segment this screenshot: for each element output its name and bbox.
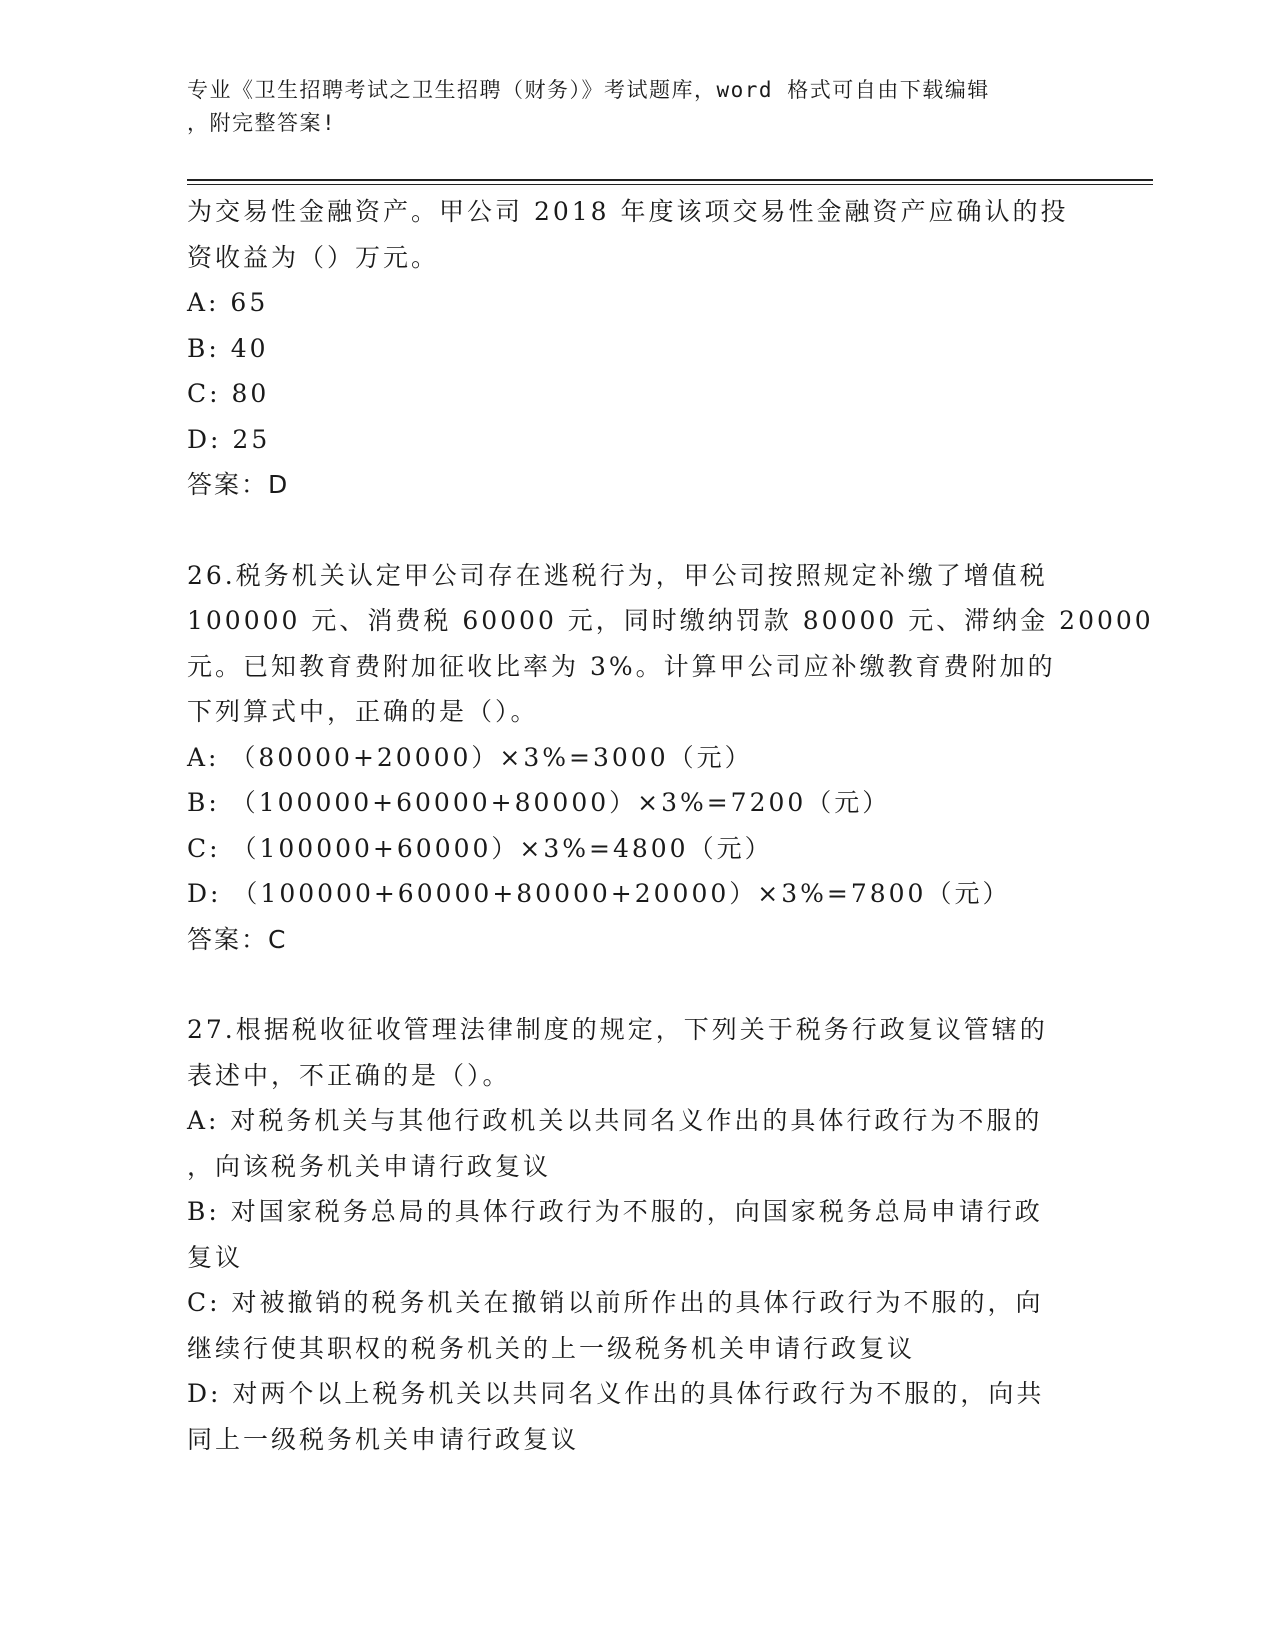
option-a: A: （80000+20000）×3%=3000（元） (187, 742, 753, 772)
question-stem-line: 元。已知教育费附加征收比率为 3%。计算甲公司应补缴教育费附加的 (187, 651, 1056, 681)
question-stem-line: 27.根据税收征收管理法律制度的规定，下列关于税务行政复议管辖的 (187, 1015, 1048, 1044)
option-c-continued: 继续行使其职权的税务机关的上一级税务机关申请行政复议 (187, 1333, 916, 1363)
option-b: B: （100000+60000+80000）×3%=7200（元） (187, 788, 891, 817)
option-a-continued: ，向该税务机关申请行政复议 (187, 1151, 552, 1181)
answer-label: 答案：C (187, 924, 288, 954)
header-divider-thin (187, 184, 1153, 185)
header-line-1: 专业《卫生招聘考试之卫生招聘（财务）》考试题库，word 格式可自由下载编辑 (187, 78, 990, 102)
question-stem-line: 为交易性金融资产。甲公司 2018 年度该项交易性金融资产应确认的投 (187, 197, 1069, 226)
question-stem-line: 下列算式中，正确的是（）。 (187, 697, 539, 726)
question-stem-line: 资收益为（）万元。 (187, 242, 440, 272)
option-b: B: 对国家税务总局的具体行政行为不服的，向国家税务总局申请行政 (187, 1197, 1043, 1226)
option-d: D: 对两个以上税务机关以共同名义作出的具体行政行为不服的，向共 (187, 1379, 1045, 1408)
option-c: C: （100000+60000）×3%=4800（元） (187, 833, 773, 863)
option-d-continued: 同上一级税务机关申请行政复议 (187, 1424, 580, 1454)
question-stem-line: 100000 元、消费税 60000 元，同时缴纳罚款 80000 元、滞纳金 20000 (187, 606, 1154, 635)
spacer (187, 508, 1067, 553)
option-a: A: 65 (187, 288, 269, 317)
option-b: B: 40 (187, 333, 269, 363)
option-b-continued: 复议 (187, 1242, 244, 1272)
answer-label: 答案：D (187, 470, 290, 499)
option-d: D: 25 (187, 424, 271, 454)
question-25 (187, 189, 1067, 508)
spacer (187, 962, 1067, 1007)
question-27 (187, 1007, 1067, 1462)
question-stem-line: 26.税务机关认定甲公司存在逃税行为，甲公司按照规定补缴了增值税 (187, 560, 1048, 590)
option-c: C: 80 (187, 379, 270, 408)
page-header (187, 74, 1067, 140)
question-stem-line: 表述中，不正确的是（）。 (187, 1060, 511, 1090)
header-line-2: ，附完整答案! (187, 111, 337, 135)
option-d: D: （100000+60000+80000+20000）×3%=7800（元） (187, 879, 1011, 908)
option-c: C: 对被撤销的税务机关在撤销以前所作出的具体行政行为不服的，向 (187, 1288, 1044, 1317)
option-a: A: 对税务机关与其他行政机关以共同名义作出的具体行政行为不服的 (187, 1106, 1043, 1135)
document-body (187, 189, 1154, 1462)
question-26 (187, 553, 1154, 963)
header-divider (187, 179, 1153, 181)
